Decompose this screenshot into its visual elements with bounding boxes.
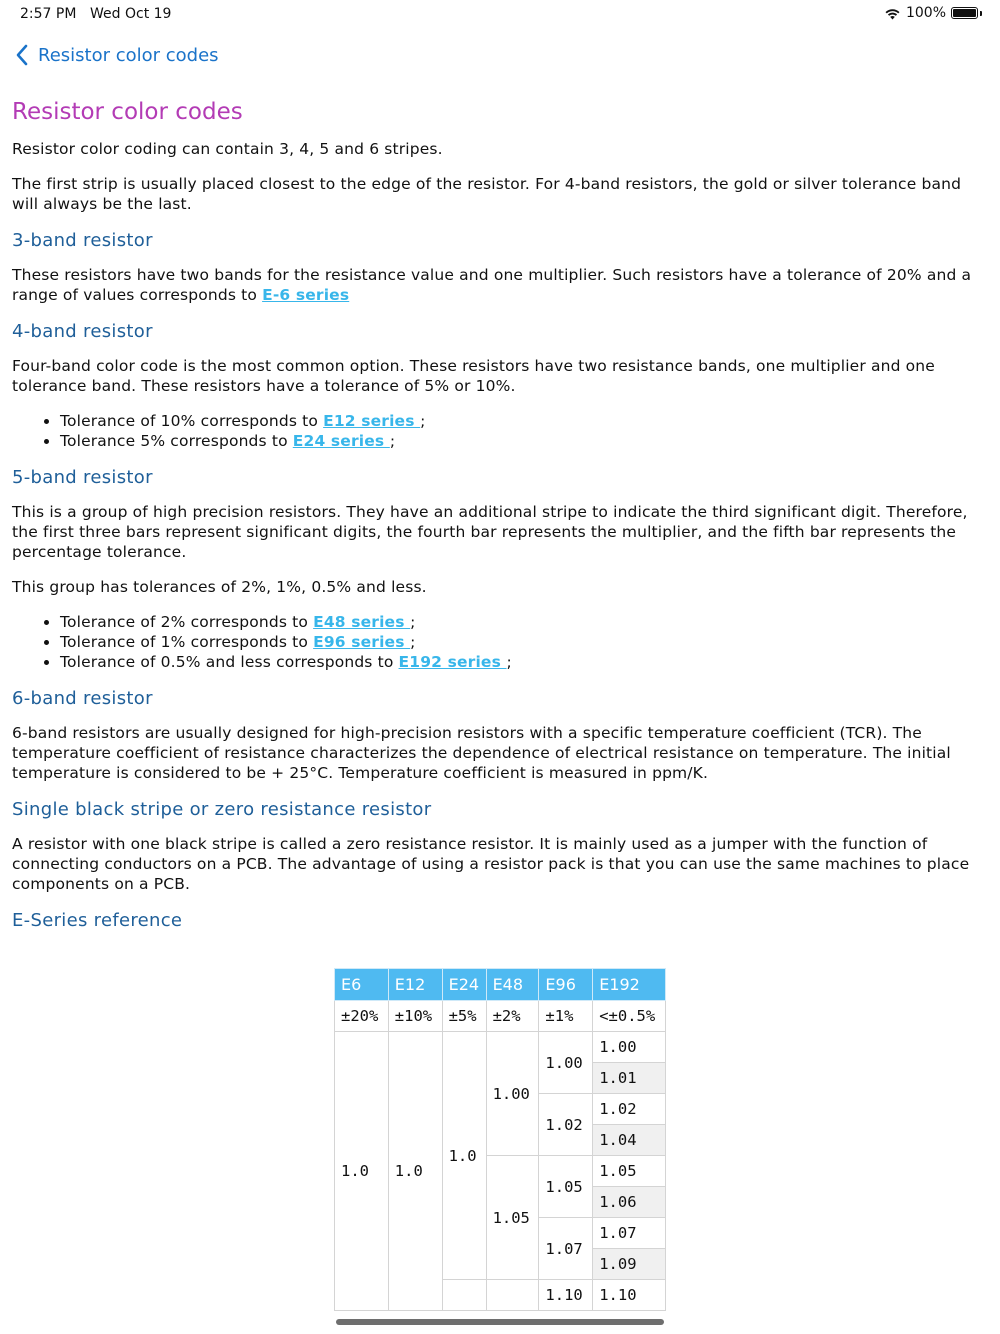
paragraph-5-band: This is a group of high precision resistors. They have an additional stripe to indicate the third significant digit. Therefore, the first three bars represent significant digits, the fourth bar represents the multiplier, and the fifth bar represents the percentage tolerance. bbox=[12, 503, 968, 561]
list-item: • Tolerance of 2% corresponds to E48 series ; bbox=[60, 612, 988, 632]
battery-percent: 100% bbox=[905, 5, 946, 21]
link-e24-series[interactable]: E24 series bbox=[292, 432, 390, 450]
cell-e48: 1.00 bbox=[486, 1032, 539, 1156]
back-label: Resistor color codes bbox=[38, 44, 219, 66]
list-item: • Tolerance 5% corresponds to E24 series ; bbox=[60, 431, 988, 451]
cell-e192: 1.05 bbox=[593, 1156, 666, 1187]
e-series-table[interactable] bbox=[334, 968, 666, 1311]
cell-e96: 1.02 bbox=[539, 1094, 593, 1156]
status-date: Wed Oct 19 bbox=[90, 6, 172, 22]
tolerance-row bbox=[335, 1001, 666, 1032]
status-bar bbox=[0, 0, 1000, 28]
paragraph-5-band-tolerances: This group has tolerances of 2%, 1%, 0.5% and less. bbox=[12, 578, 427, 596]
header-e192: E192 bbox=[593, 969, 666, 1001]
back-button[interactable] bbox=[12, 40, 219, 70]
table-header-row bbox=[335, 969, 666, 1001]
cell-e192: 1.06 bbox=[593, 1187, 666, 1218]
link-e6-series[interactable]: E-6 series bbox=[262, 286, 350, 304]
status-time: 2:57 PM bbox=[20, 6, 77, 22]
heading-zero-resistance: Single black stripe or zero resistance resistor bbox=[12, 799, 432, 820]
tolerance-e12: ±10% bbox=[388, 1001, 442, 1032]
link-e96-series[interactable]: E96 series bbox=[313, 633, 411, 651]
wifi-icon bbox=[884, 7, 901, 20]
battery-icon bbox=[951, 7, 978, 19]
cell-e12: 1.0 bbox=[388, 1032, 442, 1311]
list-item: • Tolerance of 1% corresponds to E96 series ; bbox=[60, 632, 988, 652]
status-indicators bbox=[884, 5, 982, 21]
tolerance-e6: ±20% bbox=[335, 1001, 389, 1032]
cell-e24: 1.0 bbox=[442, 1032, 486, 1280]
cell-e96: 1.05 bbox=[539, 1156, 593, 1218]
header-e6: E6 bbox=[335, 969, 389, 1001]
heading-3-band: 3-band resistor bbox=[12, 230, 153, 251]
paragraph-4-band: Four-band color code is the most common option. These resistors have two resistance bands, one multiplier and one tolerance band. These resistors have a tolerance of 5% or 10%. bbox=[12, 357, 935, 395]
paragraph-zero-resistance: A resistor with one black stripe is called a zero resistance resistor. It is mainly used as a jumper with the function of connecting conductors on a PCB. The advantage of using a resistor pack is that you can use the same machines to place components on a PCB. bbox=[12, 835, 970, 893]
intro-paragraph-1: Resistor color coding can contain 3, 4, 5 and 6 stripes. bbox=[12, 140, 443, 158]
tolerance-e96: ±1% bbox=[539, 1001, 593, 1032]
cell-e192: 1.09 bbox=[593, 1249, 666, 1280]
cell-e192: 1.04 bbox=[593, 1125, 666, 1156]
article bbox=[12, 95, 988, 945]
tolerance-e24: ±5% bbox=[442, 1001, 486, 1032]
header-e48: E48 bbox=[486, 969, 539, 1001]
cell-e96: 1.10 bbox=[539, 1280, 593, 1311]
list-5-band bbox=[12, 612, 988, 672]
cell-e48 bbox=[486, 1280, 539, 1311]
link-e48-series[interactable]: E48 series bbox=[313, 613, 411, 631]
cell-e48: 1.05 bbox=[486, 1156, 539, 1280]
cell-e24 bbox=[442, 1280, 486, 1311]
paragraph-6-band: 6-band resistors are usually designed for high-precision resistors with a specific temperature coefficient (TCR). The temperature coefficient of resistance characterizes the dependence of electrical resistance on temperature. The initial temperature is considered to be + 25°C. Temperature coefficient is measured in ppm/K. bbox=[12, 724, 951, 782]
list-4-band bbox=[12, 411, 988, 451]
heading-4-band: 4-band resistor bbox=[12, 321, 153, 342]
cell-e192: 1.07 bbox=[593, 1218, 666, 1249]
tolerance-e192: <±0.5% bbox=[593, 1001, 666, 1032]
battery-tip bbox=[980, 11, 982, 16]
list-item: • Tolerance of 10% corresponds to E12 series ; bbox=[60, 411, 988, 431]
cell-e192: 1.02 bbox=[593, 1094, 666, 1125]
heading-5-band: 5-band resistor bbox=[12, 467, 153, 488]
paragraph-3-band: These resistors have two bands for the resistance value and one multiplier. Such resistors have a tolerance of 20% and a range of values corresponds to E-6 series bbox=[12, 266, 972, 304]
header-e12: E12 bbox=[388, 969, 442, 1001]
cell-e96: 1.07 bbox=[539, 1218, 593, 1280]
cell-e192: 1.01 bbox=[593, 1063, 666, 1094]
heading-e-series: E-Series reference bbox=[12, 910, 183, 931]
cell-e6: 1.0 bbox=[335, 1032, 389, 1311]
intro-paragraph-2: The first strip is usually placed closest to the edge of the resistor. For 4-band resistors, the gold or silver tolerance band will always be the last. bbox=[12, 175, 962, 213]
heading-6-band: 6-band resistor bbox=[12, 688, 153, 709]
link-e12-series[interactable]: E12 series bbox=[323, 412, 421, 430]
tolerance-e48: ±2% bbox=[486, 1001, 539, 1032]
header-e96: E96 bbox=[539, 969, 593, 1001]
page-title: Resistor color codes bbox=[12, 99, 243, 125]
link-e192-series[interactable]: E192 series bbox=[398, 653, 507, 671]
cell-e192: 1.00 bbox=[593, 1032, 666, 1063]
cell-e192: 1.10 bbox=[593, 1280, 666, 1311]
cell-e96: 1.00 bbox=[539, 1032, 593, 1094]
header-e24: E24 bbox=[442, 969, 486, 1001]
table-row bbox=[335, 1032, 666, 1063]
home-indicator[interactable] bbox=[336, 1319, 664, 1325]
list-item: • Tolerance of 0.5% and less corresponds to E192 series ; bbox=[60, 652, 988, 672]
chevron-left-icon bbox=[12, 41, 34, 69]
